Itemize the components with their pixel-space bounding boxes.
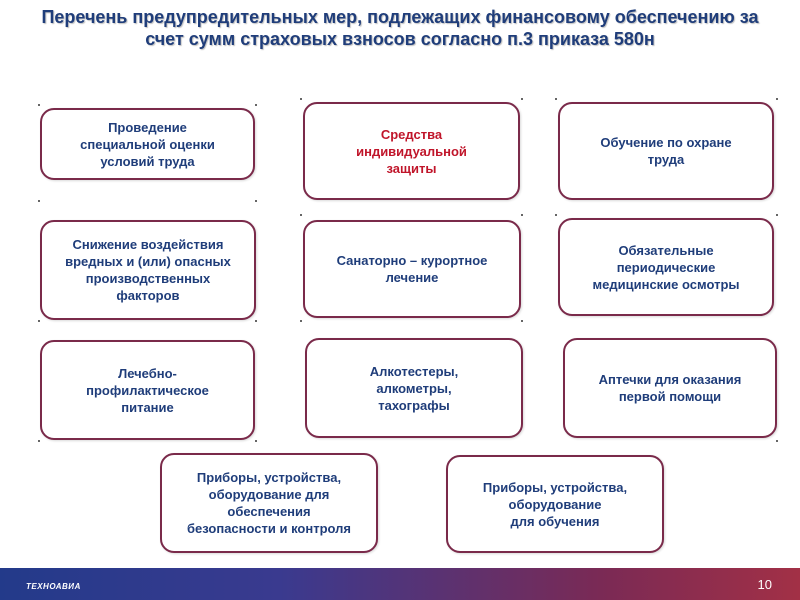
box-special-assessment bbox=[40, 108, 255, 180]
box-label: Алкотестеры, алкометры, тахографы bbox=[369, 363, 459, 413]
handle-dot bbox=[521, 98, 523, 100]
box-medical-exams bbox=[558, 218, 774, 316]
box-alcotesters bbox=[305, 338, 523, 438]
handle-dot bbox=[38, 320, 40, 322]
handle-dot bbox=[255, 104, 257, 106]
handle-dot bbox=[255, 320, 257, 322]
box-label: Проведение специальной оценки условий труда bbox=[80, 119, 215, 169]
box-label: Обязательные периодические медицинские осмотры bbox=[592, 242, 740, 292]
footer-bar bbox=[0, 568, 800, 600]
handle-dot bbox=[521, 214, 523, 216]
box-label: Приборы, устройства, оборудование для обеспечения безопасности и контроля bbox=[187, 470, 351, 536]
handle-dot bbox=[776, 98, 778, 100]
handle-dot bbox=[300, 214, 302, 216]
handle-dot bbox=[776, 440, 778, 442]
handle-dot bbox=[255, 440, 257, 442]
handle-dot bbox=[255, 200, 257, 202]
box-sanatorium bbox=[303, 220, 521, 318]
handle-dot bbox=[38, 440, 40, 442]
handle-dot bbox=[38, 104, 40, 106]
box-nutrition bbox=[40, 340, 255, 440]
handle-dot bbox=[521, 320, 523, 322]
box-label: Приборы, устройства, оборудование для обучения bbox=[482, 479, 628, 529]
box-label: Аптечки для оказания первой помощи bbox=[598, 372, 742, 404]
handle-dot bbox=[555, 214, 557, 216]
handle-dot bbox=[38, 200, 40, 202]
box-training-devices bbox=[446, 455, 664, 553]
box-label: Обучение по охране труда bbox=[600, 135, 732, 167]
box-safety-devices bbox=[160, 453, 378, 553]
slide-title: Перечень предупредительных мер, подлежащих финансовому обеспечению за счет сумм страховых взносов согласно п.3 приказа 580н bbox=[41, 7, 759, 49]
box-label: Лечебно- профилактическое питание bbox=[86, 365, 209, 415]
handle-dot bbox=[300, 98, 302, 100]
box-ppe bbox=[303, 102, 520, 200]
company-logo: ТЕХНОАВИА bbox=[26, 582, 81, 591]
box-label: Средства индивидуальной защиты bbox=[356, 126, 467, 176]
box-safety-training bbox=[558, 102, 774, 200]
box-first-aid bbox=[563, 338, 777, 438]
handle-dot bbox=[776, 214, 778, 216]
box-hazard-reduction bbox=[40, 220, 256, 320]
handle-dot bbox=[555, 98, 557, 100]
handle-dot bbox=[300, 320, 302, 322]
page-number: 10 bbox=[757, 577, 772, 592]
box-label: Снижение воздействия вредных и (или) опасных производственных факторов bbox=[65, 237, 231, 303]
box-label: Санаторно – курортное лечение bbox=[336, 253, 488, 285]
